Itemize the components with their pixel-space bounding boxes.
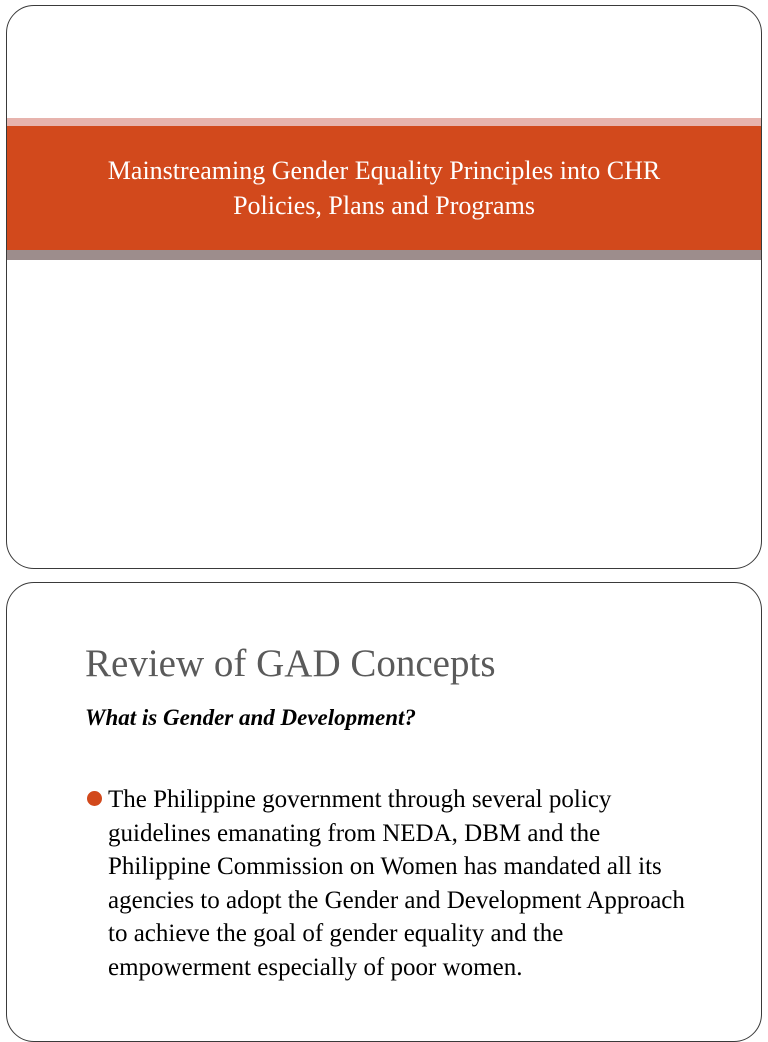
bullet-item	[87, 783, 727, 984]
bullet-icon	[87, 791, 102, 806]
content-slide	[6, 582, 762, 1042]
bullet-text: The Philippine government through several policy guidelines emanating from NEDA, DBM and the Philippine Commission on Women has mandated all its agencies to adopt the Gender and Development Approach to achieve the goal of gender equality and the empowerment especially of poor women.	[108, 786, 685, 981]
title-slide	[6, 5, 762, 569]
slide-subheading: What is Gender and Development?	[85, 705, 416, 730]
title-band-bottom-stripe	[7, 250, 761, 260]
title-band	[7, 126, 761, 250]
slide-title: Mainstreaming Gender Equality Principles into CHR Policies, Plans and Programs	[107, 156, 661, 220]
slide-heading: Review of GAD Concepts	[85, 642, 496, 685]
